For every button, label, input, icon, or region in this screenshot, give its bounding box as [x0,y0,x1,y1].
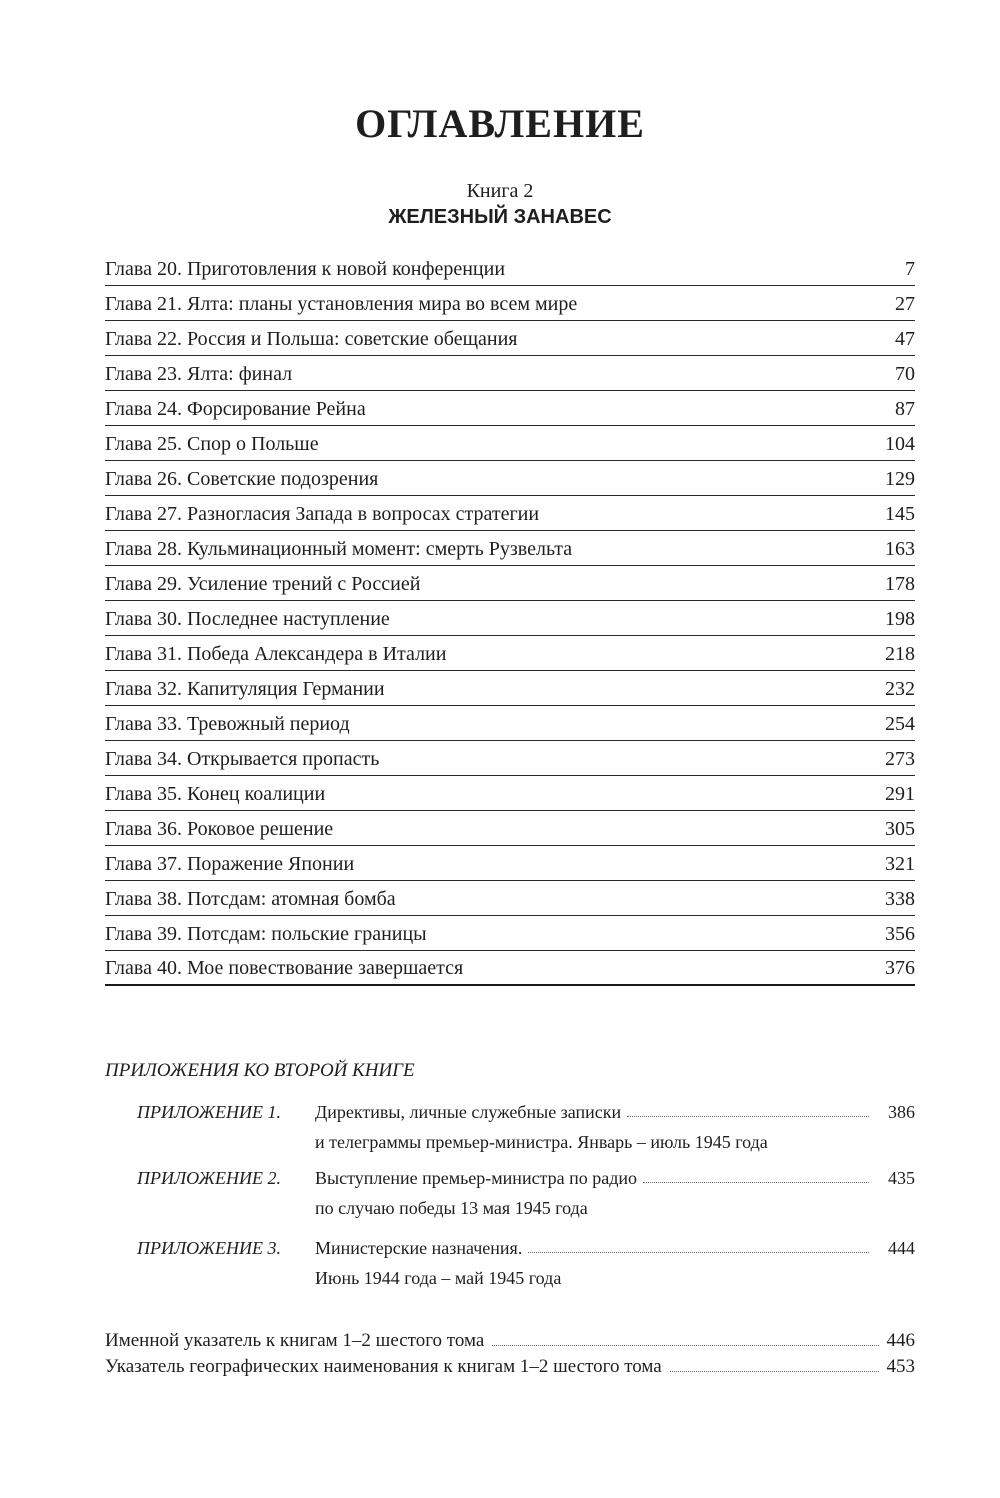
chapter-page: 129 [885,468,915,490]
chapter-title: Глава 40. Мое повествование завершается [105,957,464,979]
chapter-row [105,321,915,356]
chapter-title: Глава 24. Форсирование Рейна [105,398,366,420]
chapter-title: Глава 20. Приготовления к новой конференции [105,258,506,280]
chapter-row [105,496,915,531]
index-entry [105,1352,915,1378]
chapter-title: Глава 29. Усиление трений с Россией [105,573,421,595]
appendix-entry [137,1163,915,1219]
appendix-title-continued: Июнь 1944 года – май 1945 года [315,1268,562,1288]
chapter-page: 291 [885,783,915,805]
chapter-page: 376 [885,957,915,979]
appendix-label: ПРИЛОЖЕНИЕ 1. [137,1102,281,1122]
appendix-label: ПРИЛОЖЕНИЕ 2. [137,1168,281,1188]
chapter-row [105,356,915,391]
chapter-page: 145 [885,503,915,525]
appendix-page: 435 [888,1168,915,1188]
appendix-title: Выступление премьер-министра по радио [315,1168,638,1188]
page-title: ОГЛАВЛЕНИЕ [355,101,645,146]
chapter-page: 198 [885,608,915,630]
appendix-title: Директивы, личные служебные записки [315,1102,622,1122]
appendix-page: 444 [888,1238,915,1258]
chapter-title: Глава 36. Роковое решение [105,818,334,840]
chapter-page: 254 [885,713,915,735]
chapter-row [105,461,915,496]
chapter-page: 305 [885,818,915,840]
chapter-list [105,251,915,986]
appendix-page: 386 [888,1102,915,1122]
chapter-page: 273 [885,748,915,770]
chapter-row [105,846,915,881]
appendix-entry [137,1233,915,1289]
chapter-row [105,636,915,671]
chapter-title: Глава 23. Ялта: финал [105,363,293,385]
chapter-row [105,706,915,741]
chapter-title: Глава 39. Потсдам: польские границы [105,923,427,945]
chapter-row [105,426,915,461]
chapter-page: 47 [895,328,915,350]
chapter-row [105,601,915,636]
index-page: 453 [886,1356,915,1377]
chapter-page: 104 [885,433,915,455]
chapter-title: Глава 31. Победа Александера в Италии [105,643,447,665]
appendix-title: Министерские назначения. [315,1238,523,1258]
chapter-page: 87 [895,398,915,420]
chapter-title: Глава 30. Последнее наступление [105,608,390,630]
index-page: 446 [886,1330,915,1351]
leader-dots [643,1182,869,1183]
chapter-title: Глава 32. Капитуляция Германии [105,678,385,700]
chapter-row [105,531,915,566]
appendix-title-continued: по случаю победы 13 мая 1945 года [315,1198,588,1218]
chapter-title: Глава 27. Разногласия Запада в вопросах стратегии [105,503,540,525]
appendix-entry [137,1097,915,1153]
appendix-title-continued: и телеграммы премьер-министра. Январь – июль 1945 года [315,1132,768,1152]
chapter-title: Глава 21. Ялта: планы установления мира во всем мире [105,293,578,315]
chapter-title: Глава 35. Конец коалиции [105,783,326,805]
index-title: Указатель географических наименования к книгам 1–2 шестого тома [105,1356,662,1377]
chapter-page: 7 [905,258,915,280]
chapter-title: Глава 22. Россия и Польша: советские обещания [105,328,518,350]
chapter-row [105,391,915,426]
chapter-page: 321 [885,853,915,875]
chapter-row [105,916,915,951]
leader-dots [492,1345,878,1346]
chapter-row [105,881,915,916]
chapter-row [105,286,915,321]
chapter-row [105,811,915,846]
chapter-page: 356 [885,923,915,945]
chapter-title: Глава 25. Спор о Польше [105,433,319,455]
chapter-page: 218 [885,643,915,665]
book-title: ЖЕЛЕЗНЫЙ ЗАНАВЕС [388,206,612,228]
index-title: Именной указатель к книгам 1–2 шестого тома [105,1330,485,1351]
leader-dots [528,1252,869,1253]
appendix-heading: ПРИЛОЖЕНИЯ КО ВТОРОЙ КНИГЕ [105,1060,415,1081]
chapter-page: 163 [885,538,915,560]
chapter-row [105,776,915,811]
chapter-page: 178 [885,573,915,595]
chapter-row [105,671,915,706]
index-list [105,1326,915,1378]
chapter-row [105,566,915,601]
book-number: Книга 2 [466,180,534,202]
leader-dots [670,1371,879,1372]
appendix-label: ПРИЛОЖЕНИЕ 3. [137,1238,281,1258]
chapter-page: 232 [885,678,915,700]
chapter-row [105,251,915,286]
chapter-title: Глава 26. Советские подозрения [105,468,379,490]
chapter-title: Глава 37. Поражение Японии [105,853,355,875]
leader-dots [627,1116,869,1117]
index-entry [105,1326,915,1352]
chapter-page: 70 [895,363,915,385]
chapter-page: 338 [885,888,915,910]
chapter-page: 27 [895,293,915,315]
chapter-title: Глава 33. Тревожный период [105,713,350,735]
chapter-title: Глава 38. Потсдам: атомная бомба [105,888,396,910]
chapter-row [105,741,915,776]
chapter-title: Глава 28. Кульминационный момент: смерть Рузвельта [105,538,573,560]
chapter-row [105,951,915,986]
chapter-title: Глава 34. Открывается пропасть [105,748,380,770]
